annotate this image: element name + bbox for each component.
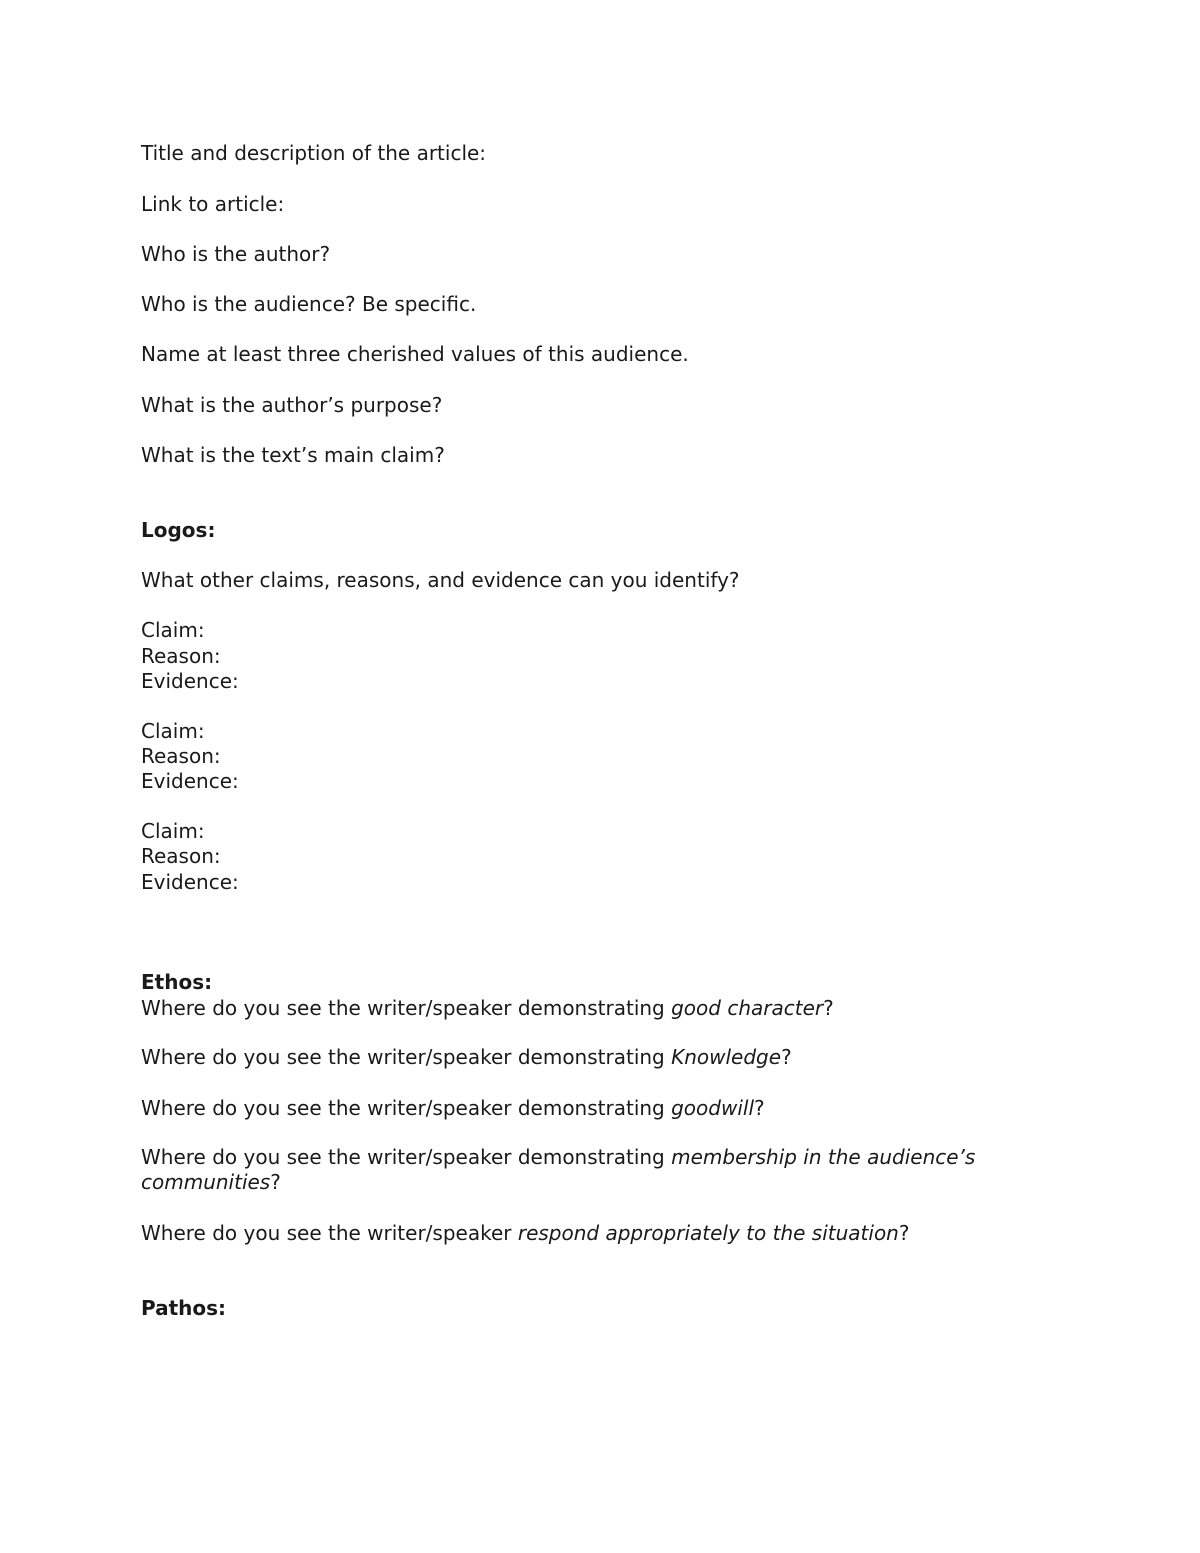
values-prompt: Name at least three cherished values of this audience.	[141, 342, 689, 366]
question-mark: ?	[754, 1096, 765, 1120]
ethos-membership-question	[141, 1145, 975, 1170]
ethos-communities-term: communities	[141, 1170, 271, 1194]
title-description-prompt: Title and description of the article:	[141, 141, 487, 165]
logos-question: What other claims, reasons, and evidence can you identify?	[141, 568, 740, 592]
logos-heading: Logos:	[141, 518, 216, 542]
ethos-prompt-text: Where do you see the writer/speaker demonstrating	[141, 1045, 672, 1069]
ethos-goodwill-term: goodwill	[671, 1096, 754, 1120]
reason-label-3: Reason:	[141, 844, 221, 868]
evidence-label-2: Evidence:	[141, 769, 239, 793]
question-mark: ?	[898, 1221, 910, 1245]
ethos-knowledge-question	[141, 1045, 792, 1070]
purpose-prompt: What is the author’s purpose?	[141, 393, 443, 417]
question-mark: ?	[270, 1170, 281, 1194]
ethos-character-question	[141, 996, 834, 1021]
ethos-goodwill-question	[141, 1096, 765, 1121]
ethos-knowledge-term: Knowledge	[671, 1045, 782, 1069]
reason-label-2: Reason:	[141, 744, 221, 768]
ethos-membership-term: membership in the audience’s	[671, 1145, 976, 1169]
claim-label-3: Claim:	[141, 819, 205, 843]
evidence-label-1: Evidence:	[141, 669, 239, 693]
link-prompt: Link to article:	[141, 192, 285, 216]
pathos-heading: Pathos:	[141, 1296, 227, 1320]
reason-label-1: Reason:	[141, 644, 221, 668]
ethos-respond-term: respond appropriately to the situation	[517, 1221, 899, 1245]
ethos-heading: Ethos:	[141, 970, 213, 994]
ethos-membership-question-cont	[141, 1170, 281, 1195]
ethos-respond-question	[141, 1221, 909, 1246]
ethos-prompt-text: Where do you see the writer/speaker demonstrating	[141, 1145, 672, 1169]
ethos-prompt-text: Where do you see the writer/speaker demonstrating	[141, 1096, 672, 1120]
author-prompt: Who is the author?	[141, 242, 331, 266]
evidence-label-3: Evidence:	[141, 870, 239, 894]
main-claim-prompt: What is the text’s main claim?	[141, 443, 445, 467]
question-mark: ?	[781, 1045, 792, 1069]
ethos-character-term: good character	[671, 996, 824, 1020]
question-mark: ?	[823, 996, 834, 1020]
claim-label-2: Claim:	[141, 719, 205, 743]
audience-prompt: Who is the audience? Be specific.	[141, 292, 477, 316]
claim-label-1: Claim:	[141, 618, 205, 642]
ethos-respond-prompt-text: Where do you see the writer/speaker	[141, 1221, 518, 1245]
ethos-prompt-text: Where do you see the writer/speaker demonstrating	[141, 996, 672, 1020]
